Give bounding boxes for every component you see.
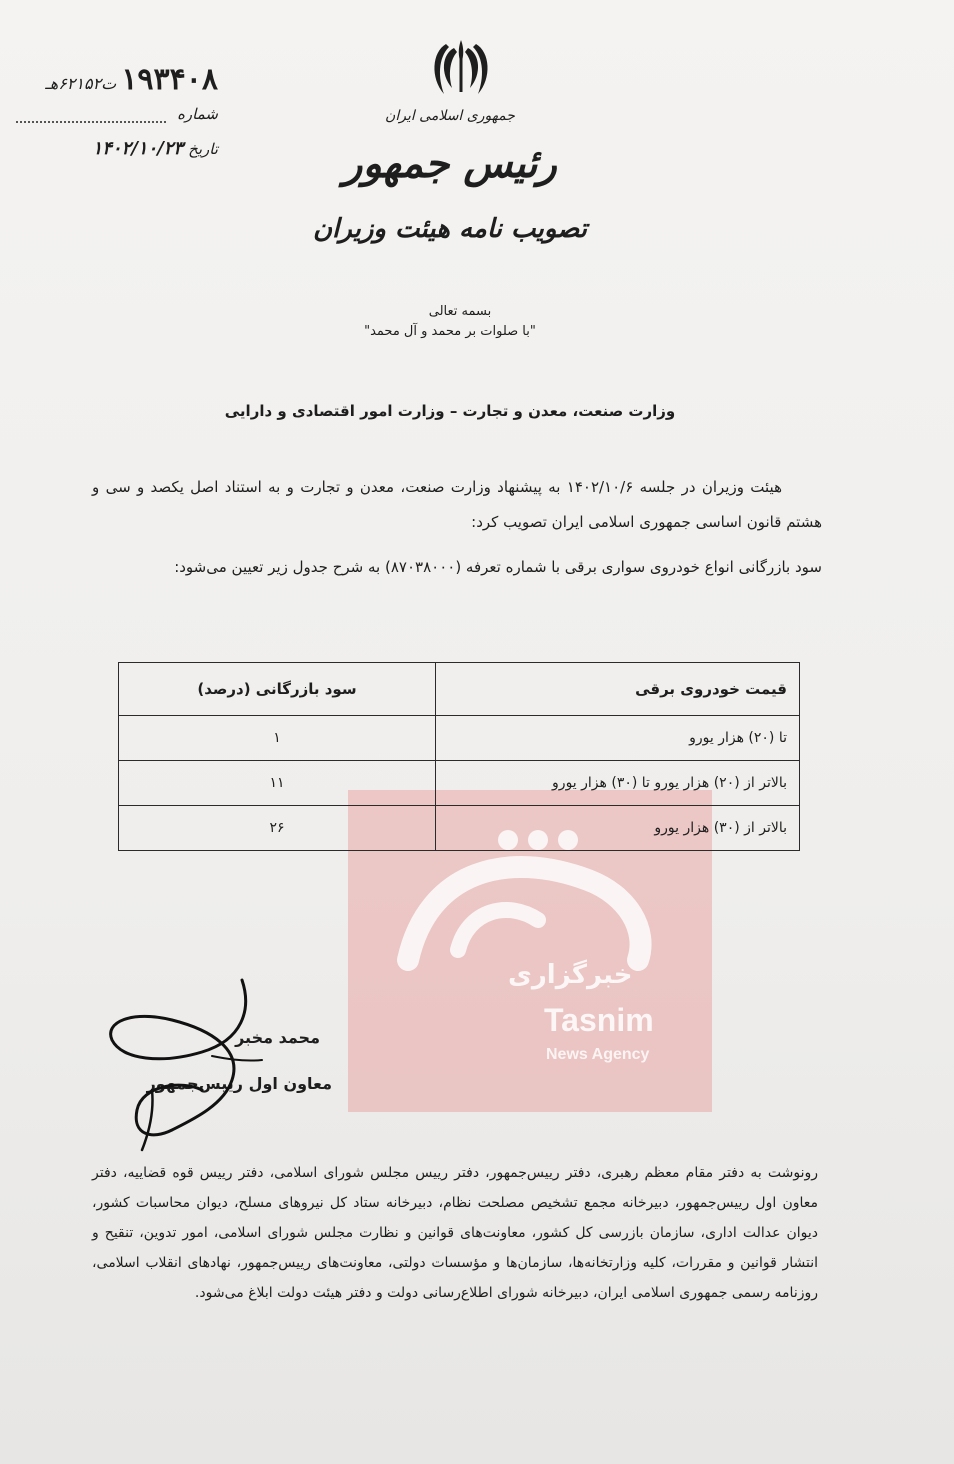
iran-emblem-icon: [428, 34, 494, 100]
reference-code: ت۶۲۱۵۲هـ: [45, 74, 117, 93]
cell-profit: ۱۱: [119, 761, 436, 806]
bismillah: بسمه تعالی: [428, 304, 492, 319]
watermark-fa: خبرگزاری: [508, 960, 633, 990]
watermark-agency: News Agency: [546, 1046, 650, 1063]
table-header-row: [119, 663, 800, 716]
cc-list: رونوشت به دفتر مقام معظم رهبری، دفتر رییس‌جمهور، دفتر رییس مجلس شورای اسلامی، دفتر رییس قوه قضاییه، دفتر معاون اول رییس‌جمهور، دبیرخانه مجمع تشخیص مصلحت نظام، دبیرخانه ستاد کل نیروهای مسلح، دیوان محاسبات کشور، دیوان عدالت اداری، سازمان بازرسی کل کشور، معاونت‌های قوانین و نظارت مجلس شورای اسلامی، امور تدوین، تنقیح و انتشار قوانین و مقررات، کلیه وزارتخانه‌ها، سازمان‌ها و مؤسسات دولتی، معاونت‌های رییس‌جمهور، نهادهای انقلاب اسلامی، روزنامه رسمی جمهوری اسلامی ایران، دبیرخانه شورای اطلاع‌رسانی دولت و دفتر هیئت دولت ابلاغ می‌شود.: [92, 1165, 818, 1301]
body-paragraph-1: هیئت وزیران در جلسه ۱۴۰۲/۱۰/۶ به پیشنهاد وزارت صنعت، معدن و تجارت و به استناد اصل یکصد و سی و هشتم قانون اساسی جمهوری اسلامی ایران تصویب کرد:: [92, 478, 822, 531]
reference-number-row: [8, 62, 218, 100]
letterhead-document-type: تصویب نامه هیئت وزیران: [312, 214, 588, 244]
tariff-table: [118, 662, 800, 851]
dotted-line: [16, 121, 166, 123]
cell-profit: ۱: [119, 716, 436, 761]
body-paragraph: [92, 470, 822, 540]
reference-date: ۱۴۰۲/۱۰/۲۳: [92, 138, 184, 159]
table-row: [119, 716, 800, 761]
date-label: تاریخ: [188, 140, 218, 158]
reference-date-row: [8, 138, 218, 166]
table-row: [119, 806, 800, 851]
table-row: [119, 761, 800, 806]
cell-price: تا (۲۰) هزار یورو: [435, 716, 799, 761]
signer-title: معاون اول رییس‌جمهور: [146, 1074, 332, 1093]
body-paragraph-2: سود بازرگانی انواع خودروی سواری برقی با شماره تعرفه (۸۷۰۳۸۰۰۰) به شرح جدول زیر تعیین می‌شود:: [174, 558, 822, 576]
salavat: "با صلوات بر محمد و آل محمد": [364, 324, 536, 339]
header-profit: سود بازرگانی (درصد): [119, 663, 436, 716]
handwritten-signature-icon: [92, 960, 282, 1160]
cell-price: بالاتر از (۲۰) هزار یورو تا (۳۰) هزار یورو: [435, 761, 799, 806]
watermark-en: Tasnim: [544, 1002, 654, 1038]
reference-number: ۱۹۳۴۰۸: [121, 62, 218, 97]
addressee: وزارت صنعت، معدن و تجارت – وزارت امور اقتصادی و دارایی: [224, 402, 676, 420]
cell-price: بالاتر از (۳۰) هزار یورو: [435, 806, 799, 851]
letterhead-country: جمهوری اسلامی ایران: [385, 108, 515, 124]
letterhead-office: رئیس جمهور: [343, 140, 557, 187]
cell-profit: ۲۶: [119, 806, 436, 851]
header-price: قیمت خودروی برقی: [435, 663, 799, 716]
reference-number-label-row: [8, 104, 218, 126]
body-paragraph: [92, 550, 822, 585]
signer-name: محمد مخبر: [235, 1028, 320, 1047]
number-label: شماره: [177, 105, 218, 123]
